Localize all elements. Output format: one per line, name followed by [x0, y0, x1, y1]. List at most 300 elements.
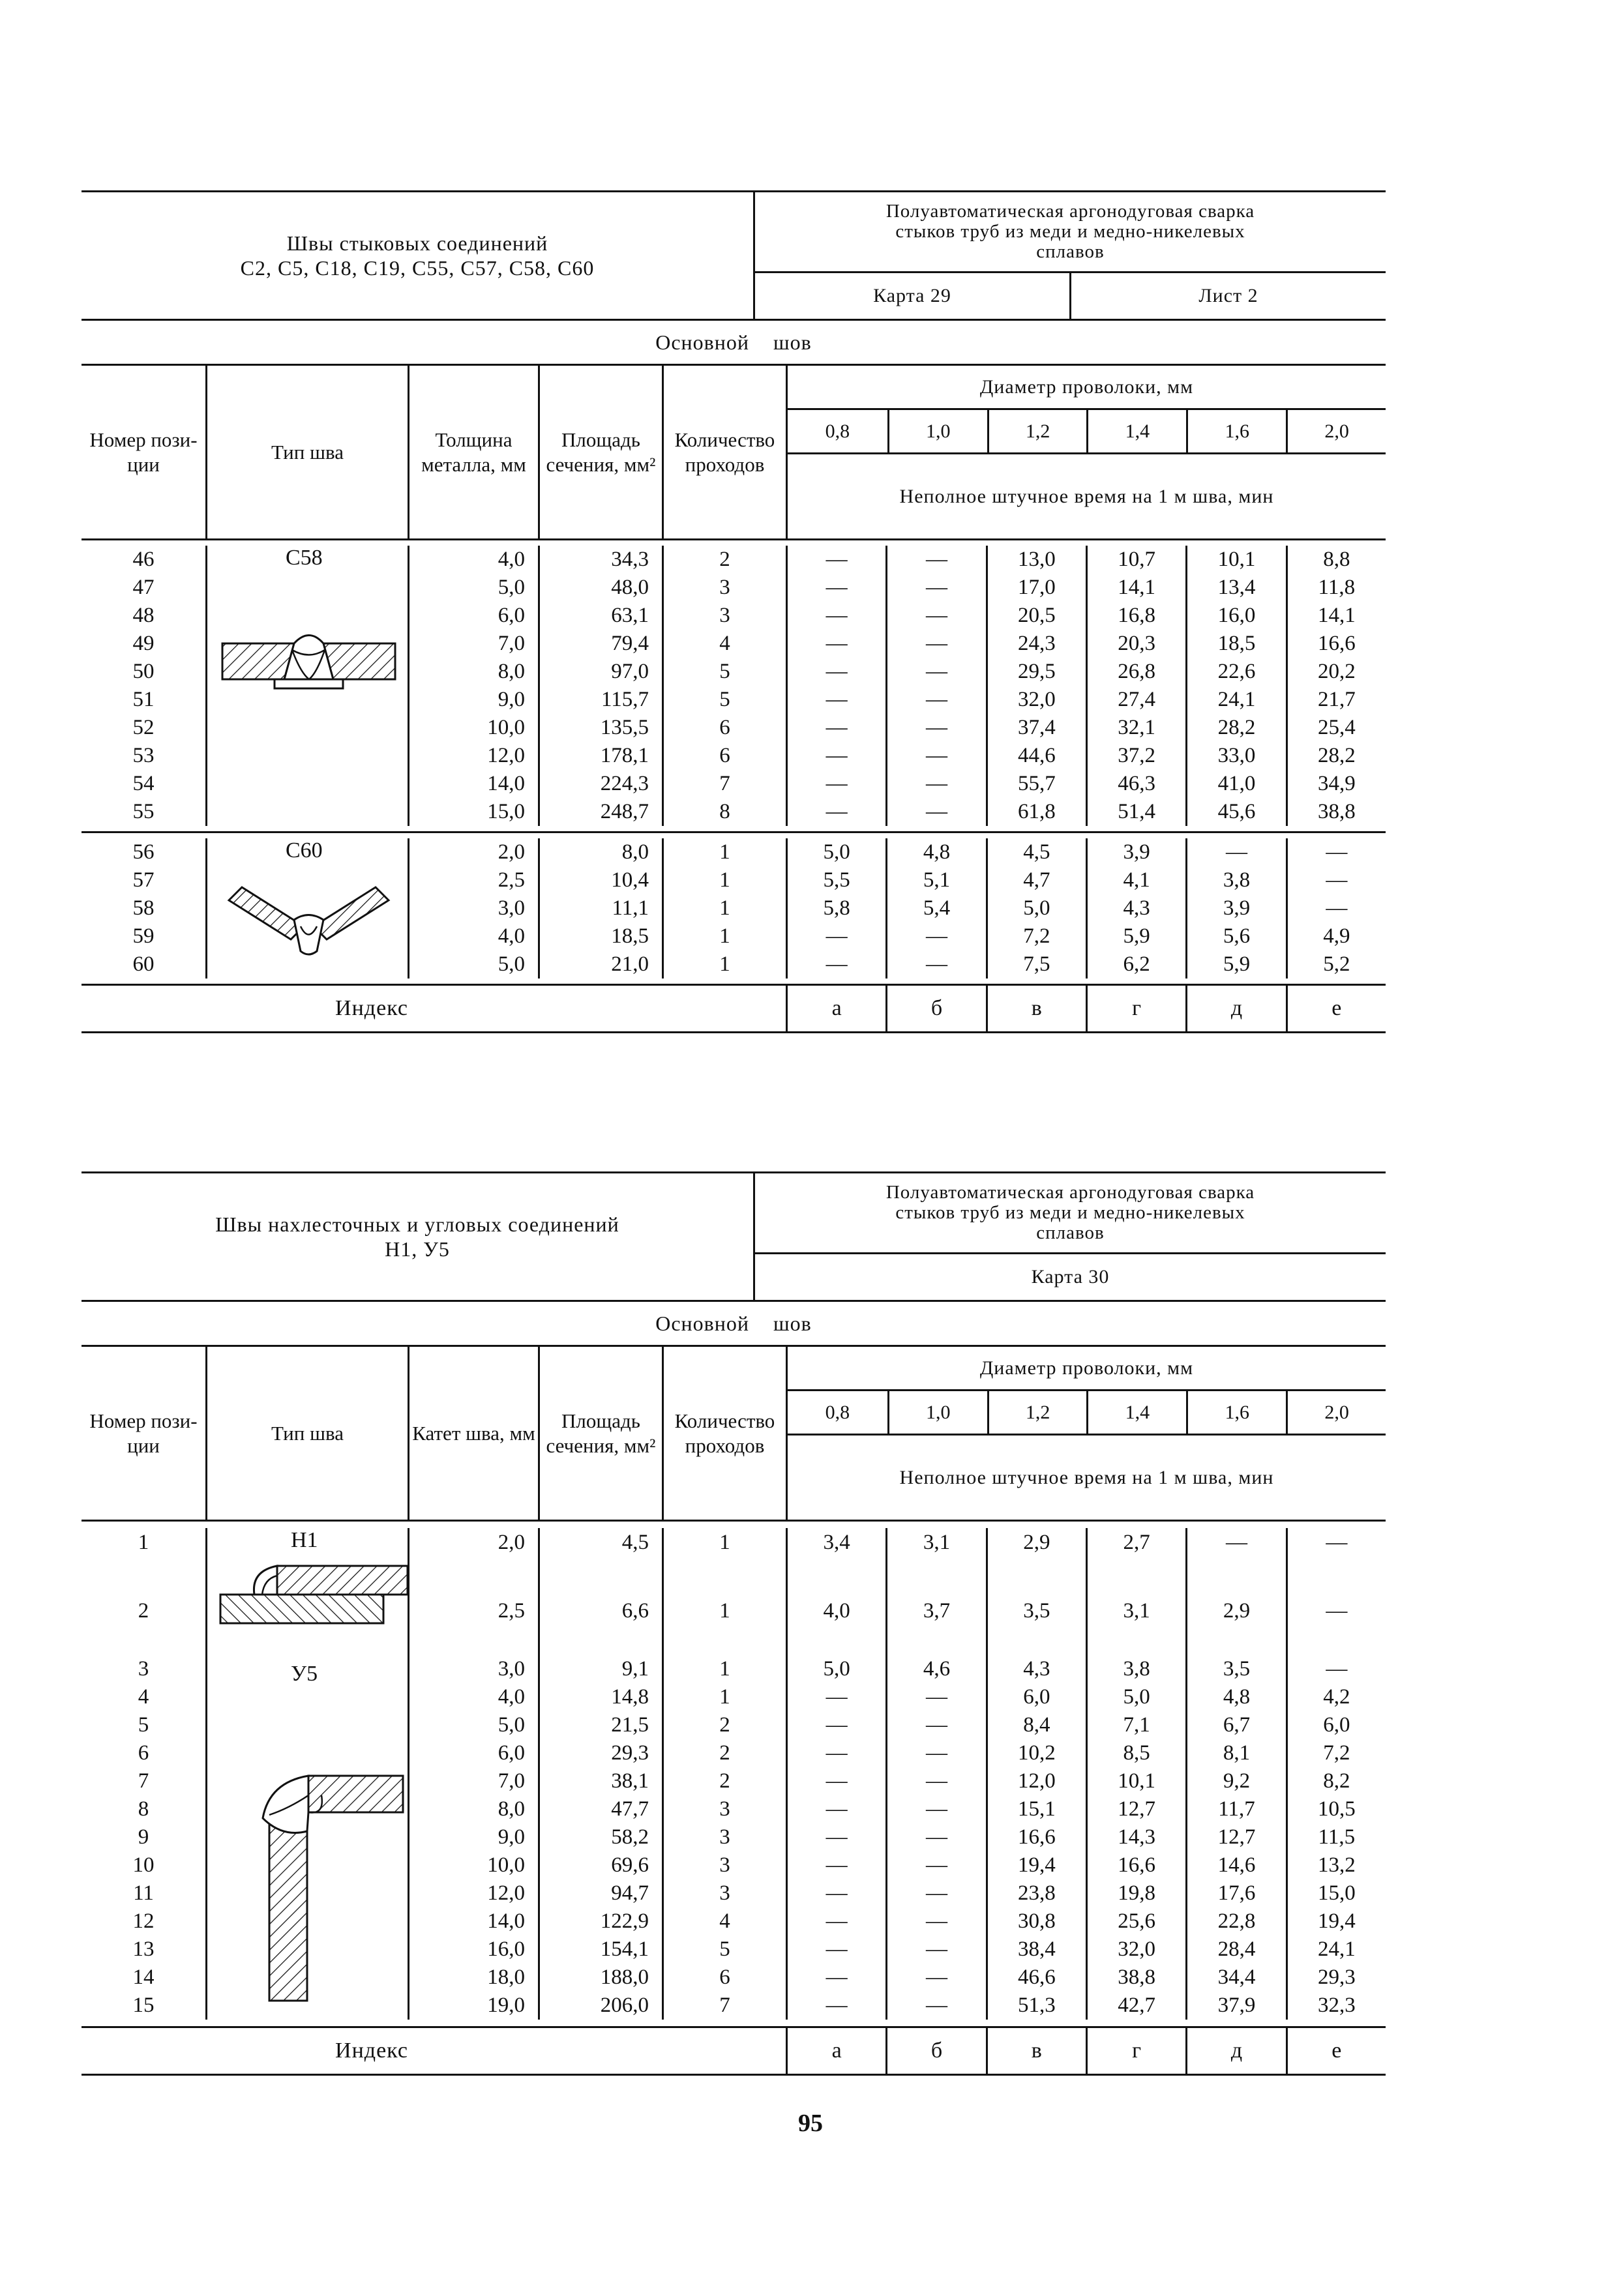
cell: 5 — [138, 1713, 149, 1737]
process-title-line-3: сплавов — [1036, 241, 1105, 262]
cell: 7,0 — [498, 632, 525, 655]
cell: 135,5 — [600, 716, 649, 739]
time-col-1-2 — [986, 1528, 1086, 2020]
cell: 55,7 — [1017, 772, 1056, 795]
seam-type-label-h1: Н1 — [291, 1528, 318, 1552]
thickness-col — [408, 838, 538, 979]
cell: 21,5 — [611, 1713, 649, 1737]
cell: 4,0 — [498, 924, 525, 948]
cell: 2 — [719, 1713, 730, 1737]
diam-0-8: 0,8 — [825, 1401, 850, 1423]
cell: 52 — [132, 716, 155, 739]
cell: 4,0 — [498, 1685, 525, 1709]
seam-type-c58 — [205, 546, 408, 826]
cell: 16,0 — [1217, 604, 1256, 627]
cell: 2 — [719, 548, 730, 571]
cell: — — [1225, 1531, 1247, 1554]
time-col-1-2 — [986, 838, 1086, 979]
cell: 44,6 — [1017, 744, 1056, 767]
cell: 14 — [132, 1965, 155, 1989]
cell: 23,8 — [1017, 1881, 1056, 1905]
cell: 1 — [719, 896, 730, 920]
cell: 5,6 — [1223, 924, 1251, 948]
cell: 7,1 — [1123, 1713, 1150, 1737]
cell: 5 — [719, 1937, 730, 1961]
process-title-block — [753, 192, 1386, 319]
cell: — — [925, 1965, 947, 1989]
cell: 24,1 — [1217, 688, 1256, 711]
process-title — [755, 192, 1386, 273]
seam-group-title — [82, 1173, 753, 1300]
cell: 8,0 — [621, 840, 649, 864]
group-c60 — [82, 833, 1386, 986]
cell: 4 — [719, 632, 730, 655]
seam-h1-drawing — [215, 1559, 411, 1631]
cell: 6 — [719, 716, 730, 739]
cell: 27,4 — [1118, 688, 1156, 711]
cell: 14,0 — [487, 1909, 525, 1933]
cell: 4,1 — [1123, 868, 1150, 892]
cell: — — [925, 660, 947, 683]
time-col-1-4 — [1086, 1528, 1185, 2020]
cell: 3,9 — [1123, 840, 1150, 864]
cell: 37,4 — [1017, 716, 1056, 739]
cell: 94,7 — [611, 1881, 649, 1905]
cell: — — [825, 604, 848, 627]
cell: — — [825, 800, 848, 823]
cell: 188,0 — [600, 1965, 649, 1989]
card-number: Карта 30 — [1031, 1266, 1110, 1288]
cell: 58,2 — [611, 1825, 649, 1849]
cell: — — [925, 1741, 947, 1765]
cell: 5,9 — [1223, 952, 1251, 976]
cell: 12 — [132, 1909, 155, 1933]
cell: — — [1326, 896, 1348, 920]
cell: — — [925, 1713, 947, 1737]
passes-col — [662, 1528, 786, 2020]
cell: 32,1 — [1118, 716, 1156, 739]
process-title-line-1: Полуавтоматическая аргонодуговая сварка — [885, 201, 1255, 222]
cell: 10,1 — [1217, 548, 1256, 571]
cell: 97,0 — [611, 660, 649, 683]
cell: 5,0 — [1023, 896, 1050, 920]
index-a: а — [786, 986, 885, 1031]
cell: 10,5 — [1317, 1797, 1356, 1821]
time-col-2-0 — [1286, 1528, 1386, 2020]
cell: 4,9 — [1323, 924, 1350, 948]
cell: — — [825, 1881, 848, 1905]
col-seam-type: Тип шва — [205, 1347, 408, 1520]
cell: — — [825, 1685, 848, 1709]
cell: 14,3 — [1118, 1825, 1156, 1849]
cell: 47,7 — [611, 1797, 649, 1821]
cell: — — [925, 1685, 947, 1709]
cell: 30,8 — [1017, 1909, 1056, 1933]
cell: 17,0 — [1017, 576, 1056, 599]
cell: 13,2 — [1317, 1853, 1356, 1877]
cell: 49 — [132, 632, 155, 655]
wire-diameter-header — [786, 366, 1386, 538]
seam-group-title — [82, 192, 753, 319]
cell: 16,6 — [1017, 1825, 1056, 1849]
cell: — — [825, 744, 848, 767]
cell: — — [925, 576, 947, 599]
cell: 4 — [138, 1685, 149, 1709]
cell: 48 — [132, 604, 155, 627]
cell: 3,4 — [823, 1531, 850, 1554]
cell: 5,0 — [823, 1657, 850, 1681]
cell: 24,1 — [1317, 1937, 1356, 1961]
cell: — — [925, 744, 947, 767]
cell: 4,5 — [1023, 840, 1050, 864]
cell: 34,9 — [1317, 772, 1356, 795]
cell: 5,8 — [823, 896, 850, 920]
cell: 55 — [132, 800, 155, 823]
cell: 51,3 — [1017, 1994, 1056, 2017]
cell: — — [1326, 1531, 1348, 1554]
cell: 28,2 — [1217, 716, 1256, 739]
cell: 2 — [719, 1741, 730, 1765]
cell: — — [825, 1937, 848, 1961]
time-col-2-0 — [1286, 838, 1386, 979]
cell: 53 — [132, 744, 155, 767]
index-label: Индекс — [335, 2038, 408, 2063]
cell: 8,5 — [1123, 1741, 1150, 1765]
cell: 46 — [132, 548, 155, 571]
card-30 — [82, 1171, 1386, 2076]
cell: 4,3 — [1023, 1657, 1050, 1681]
cell: 6,0 — [498, 1741, 525, 1765]
process-title-line-1: Полуавтоматическая аргонодуговая сварка — [885, 1182, 1255, 1203]
cell: — — [1326, 1657, 1348, 1681]
cell: 5,0 — [823, 840, 850, 864]
cell: — — [925, 1881, 947, 1905]
cell: — — [825, 924, 848, 948]
section-title: Основной шов — [82, 321, 1386, 366]
cell: 19,4 — [1317, 1909, 1356, 1933]
cell: 21,7 — [1317, 688, 1356, 711]
column-headers — [82, 1347, 1386, 1522]
diam-1-4: 1,4 — [1086, 1391, 1186, 1434]
cell: 2,5 — [498, 1599, 525, 1623]
time-col-1-6 — [1185, 838, 1285, 979]
time-col-1-4 — [1086, 546, 1185, 826]
cell: 2,0 — [498, 1531, 525, 1554]
cell: 17,6 — [1217, 1881, 1256, 1905]
cell: 3 — [719, 604, 730, 627]
col-area: Площадь сечения, мм² — [538, 1347, 662, 1520]
index-label: Индекс — [335, 996, 408, 1020]
cell: 11,7 — [1218, 1797, 1255, 1821]
seam-type-label: С58 — [286, 546, 323, 570]
cell: 4,8 — [1223, 1685, 1251, 1709]
cell: 8,0 — [498, 1797, 525, 1821]
diam-1-2: 1,2 — [987, 1391, 1087, 1434]
cell: 9,0 — [498, 688, 525, 711]
cell: 63,1 — [611, 604, 649, 627]
cell: 8 — [138, 1797, 149, 1821]
cell: — — [925, 716, 947, 739]
cell: 1 — [719, 924, 730, 948]
time-col-0-8 — [786, 838, 885, 979]
cell: 61,8 — [1017, 800, 1056, 823]
index-e: е — [1286, 2028, 1386, 2074]
seam-u5-drawing — [243, 1769, 406, 2004]
cell: 4,0 — [498, 548, 525, 571]
index-v: в — [986, 2028, 1086, 2074]
cell: 248,7 — [600, 800, 649, 823]
seam-group-name: Швы стыковых соединений — [286, 231, 548, 255]
leg-col — [408, 1528, 538, 2020]
cell: — — [825, 772, 848, 795]
cell: 50 — [132, 660, 155, 683]
passes-col — [662, 838, 786, 979]
cell: — — [925, 604, 947, 627]
cell: 7,5 — [1023, 952, 1050, 976]
cell: 1 — [719, 1657, 730, 1681]
cell: 11,1 — [612, 896, 649, 920]
cell: 32,3 — [1317, 1994, 1356, 2017]
area-col — [538, 838, 662, 979]
diam-1-6: 1,6 — [1186, 410, 1286, 452]
pos-col — [82, 546, 205, 826]
cell: 3 — [719, 1881, 730, 1905]
cell: 1 — [719, 868, 730, 892]
index-b: б — [885, 2028, 985, 2074]
cell: 6,7 — [1223, 1713, 1251, 1737]
cell: 2,9 — [1223, 1599, 1251, 1623]
cell: 12,0 — [487, 1881, 525, 1905]
process-title-block — [753, 1173, 1386, 1300]
time-col-1-4 — [1086, 838, 1185, 979]
index-row — [82, 986, 1386, 1033]
cell: 2,0 — [498, 840, 525, 864]
cell: 5,0 — [498, 576, 525, 599]
cell: 4,6 — [923, 1657, 951, 1681]
cell: 28,2 — [1317, 744, 1356, 767]
cell: 4,8 — [923, 840, 951, 864]
cell: 206,0 — [600, 1994, 649, 2017]
cell: 18,5 — [1217, 632, 1256, 655]
cell: 34,3 — [611, 548, 649, 571]
card-row — [755, 1254, 1386, 1300]
cell: — — [825, 952, 848, 976]
cell: — — [925, 952, 947, 976]
passes-col — [662, 546, 786, 826]
cell: 51,4 — [1118, 800, 1156, 823]
cell: 10,7 — [1118, 548, 1156, 571]
cell: — — [825, 1909, 848, 1933]
card-sheet-row — [755, 273, 1386, 319]
cell: 46,3 — [1118, 772, 1156, 795]
cell: 14,8 — [611, 1685, 649, 1709]
card-number: Карта 29 — [873, 285, 951, 306]
time-label: Неполное штучное время на 1 м шва, мин — [899, 485, 1274, 507]
cell: 1 — [719, 1599, 730, 1623]
cell: 18,5 — [611, 924, 649, 948]
cell: 10,0 — [487, 716, 525, 739]
cell: 29,3 — [1317, 1965, 1356, 1989]
cell: 19,8 — [1118, 1881, 1156, 1905]
cell: 5,0 — [498, 952, 525, 976]
cell: 9 — [138, 1825, 149, 1849]
cell: 79,4 — [611, 632, 649, 655]
cell: 7 — [719, 772, 730, 795]
group-c58 — [82, 540, 1386, 833]
cell: 38,8 — [1317, 800, 1356, 823]
diam-1-0: 1,0 — [887, 410, 987, 452]
cell: 3,8 — [1223, 868, 1251, 892]
cell: 2,9 — [1023, 1531, 1050, 1554]
col-seam-type: Тип шва — [205, 366, 408, 538]
cell: 60 — [132, 952, 155, 976]
cell: 69,6 — [611, 1853, 649, 1877]
cell: 10,2 — [1017, 1741, 1056, 1765]
cell: — — [925, 548, 947, 571]
index-d: д — [1185, 986, 1285, 1031]
cell: 15 — [132, 1994, 155, 2017]
cell: — — [825, 688, 848, 711]
time-label: Неполное штучное время на 1 м шва, мин — [899, 1466, 1274, 1488]
cell: 4,3 — [1123, 896, 1150, 920]
cell: 3,9 — [1223, 896, 1251, 920]
time-col-1-6 — [1185, 1528, 1285, 2020]
cell: 47 — [132, 576, 155, 599]
cell: 4,7 — [1023, 868, 1050, 892]
cell: 1 — [719, 1685, 730, 1709]
cell: 16,8 — [1118, 604, 1156, 627]
time-col-1-0 — [885, 546, 985, 826]
time-col-1-0 — [885, 1528, 985, 2020]
diam-1-0: 1,0 — [887, 1391, 987, 1434]
col-position: Номер позиции — [89, 428, 198, 476]
cell: — — [925, 1909, 947, 1933]
col-passes: Количество проходов — [662, 366, 786, 538]
seam-group-name: Швы нахлесточных и угловых соединений — [215, 1213, 619, 1236]
cell: — — [825, 1741, 848, 1765]
pos-col — [82, 1528, 205, 2020]
cell: 33,0 — [1217, 744, 1256, 767]
cell: 8,0 — [498, 660, 525, 683]
cell: — — [825, 576, 848, 599]
cell: — — [925, 1797, 947, 1821]
cell: 19,0 — [487, 1994, 525, 2017]
cell: 21,0 — [611, 952, 649, 976]
index-g: г — [1086, 2028, 1185, 2074]
wire-diameter-values — [788, 410, 1386, 454]
cell: 13,0 — [1017, 548, 1056, 571]
cell: 11,8 — [1318, 576, 1356, 599]
cell: 7 — [138, 1769, 149, 1793]
cell: 11 — [133, 1881, 154, 1905]
cell: — — [925, 1825, 947, 1849]
cell: 4 — [719, 1909, 730, 1933]
cell: 25,6 — [1118, 1909, 1156, 1933]
cell: 3,5 — [1223, 1657, 1251, 1681]
col-area: Площадь сечения, мм² — [538, 366, 662, 538]
cell: 7,0 — [498, 1769, 525, 1793]
cell: 3,7 — [923, 1599, 951, 1623]
cell: — — [825, 1853, 848, 1877]
cell: 6,0 — [1323, 1713, 1350, 1737]
cell: 20,2 — [1317, 660, 1356, 683]
cell: 13 — [132, 1937, 155, 1961]
cell: 2,7 — [1123, 1531, 1150, 1554]
cell: 56 — [132, 840, 155, 864]
cell: 14,6 — [1217, 1853, 1256, 1877]
cell: 37,2 — [1118, 744, 1156, 767]
cell: 3 — [138, 1657, 149, 1681]
process-title-line-2: стыков труб из меди и медно-никелевых — [895, 1202, 1245, 1223]
cell: 7,2 — [1323, 1741, 1350, 1765]
cell: 38,4 — [1017, 1937, 1056, 1961]
column-headers — [82, 366, 1386, 540]
seam-group-codes: Н1, У5 — [385, 1237, 450, 1261]
cell: 46,6 — [1017, 1965, 1056, 1989]
cell: 3,1 — [1123, 1599, 1150, 1623]
cell: — — [825, 660, 848, 683]
cell: 5,5 — [823, 868, 850, 892]
cell: 5,1 — [923, 868, 951, 892]
cell: 14,0 — [487, 772, 525, 795]
index-g: г — [1086, 986, 1185, 1031]
cell: 38,8 — [1118, 1965, 1156, 1989]
diam-1-4: 1,4 — [1086, 410, 1186, 452]
cell: — — [925, 632, 947, 655]
cell: 4,5 — [621, 1531, 649, 1554]
diam-1-6: 1,6 — [1186, 1391, 1286, 1434]
seam-c60-drawing — [226, 874, 392, 965]
cell: — — [825, 1797, 848, 1821]
diam-0-8: 0,8 — [825, 420, 850, 442]
cell: 3,0 — [498, 1657, 525, 1681]
cell: — — [925, 1769, 947, 1793]
diam-2-0: 2,0 — [1286, 410, 1386, 452]
cell: — — [825, 1994, 848, 2017]
cell: 14,1 — [1317, 604, 1356, 627]
time-col-1-2 — [986, 546, 1086, 826]
cell: 4,2 — [1323, 1685, 1350, 1709]
cell: 5 — [719, 660, 730, 683]
cell: 58 — [132, 896, 155, 920]
cell: 8,4 — [1023, 1713, 1050, 1737]
time-col-0-8 — [786, 1528, 885, 2020]
cell: 34,4 — [1217, 1965, 1256, 1989]
cell: — — [825, 632, 848, 655]
cell: 6 — [719, 1965, 730, 1989]
cell: 9,2 — [1223, 1769, 1251, 1793]
time-col-1-6 — [1185, 546, 1285, 826]
cell: 12,7 — [1217, 1825, 1256, 1849]
cell: 28,4 — [1217, 1937, 1256, 1961]
cell: 6,0 — [498, 604, 525, 627]
diam-1-2: 1,2 — [987, 410, 1087, 452]
cell: 3,0 — [498, 896, 525, 920]
cell: 6,0 — [1023, 1685, 1050, 1709]
cell: 59 — [132, 924, 155, 948]
index-e: е — [1286, 986, 1386, 1031]
cell: 29,5 — [1017, 660, 1056, 683]
cell: 122,9 — [600, 1909, 649, 1933]
wire-diameter-title: Диаметр проволоки, мм — [788, 1347, 1386, 1391]
cell: 24,3 — [1017, 632, 1056, 655]
cell: 32,0 — [1118, 1937, 1156, 1961]
cell: 3,1 — [923, 1531, 951, 1554]
cell: 8,1 — [1223, 1741, 1251, 1765]
diam-2-0: 2,0 — [1286, 1391, 1386, 1434]
seam-type-c60 — [205, 838, 408, 979]
col-position: Номер позиции — [89, 1409, 198, 1457]
